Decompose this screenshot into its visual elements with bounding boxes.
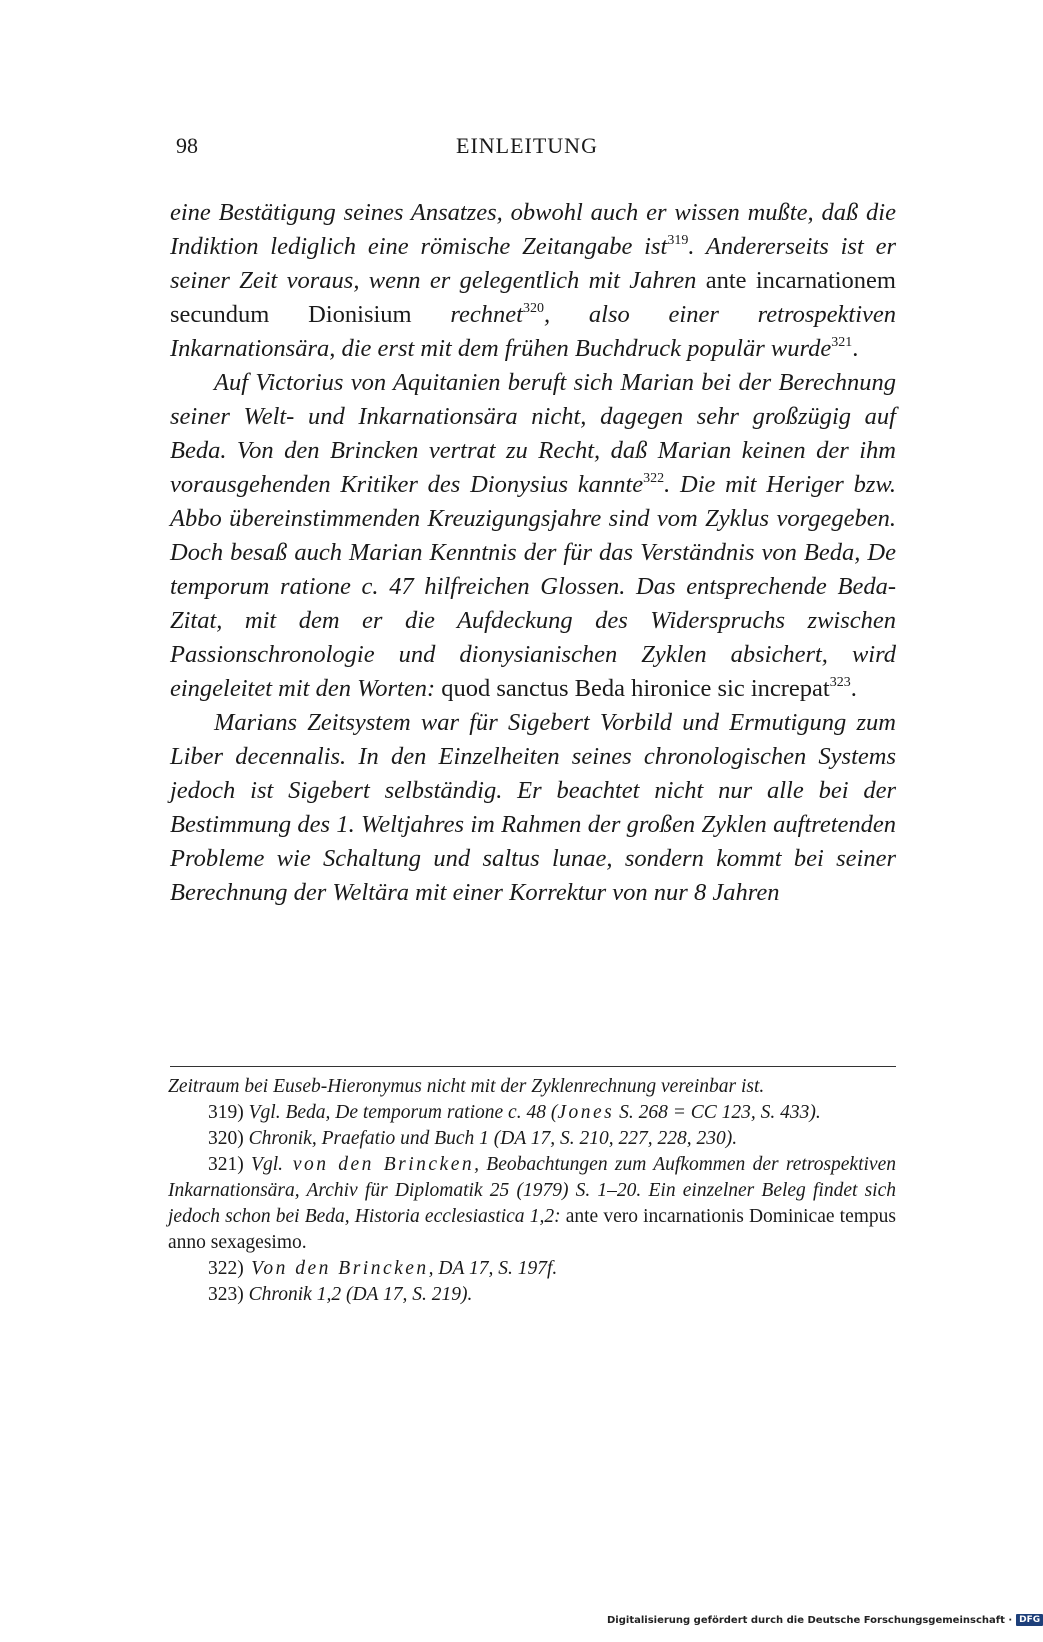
footnote-number: 319) bbox=[208, 1102, 244, 1123]
text-span: , also einer retrospektiven Inkarnationsära, die erst mit dem frühen Buchdruck populär wurde bbox=[170, 301, 897, 362]
footnote-ref-319: 319 bbox=[667, 233, 689, 248]
latin-quote: ante incarnationem secundum Dionisium bbox=[170, 267, 896, 328]
footnote-text: Vgl. bbox=[243, 1154, 284, 1175]
text-span: . Andererseits ist er seiner Zeit voraus, wenn er gelegentlich mit Jahren bbox=[170, 233, 896, 294]
text-span: . Die mit Heriger bzw. Abbo übereinstimmenden Kreuzigungsjahre sind vom Zyklus vorgegeben. Doch besaß auch Marian Kenntnis der für das Verständnis von Beda, De temporum ratione c. 47 hilfreichen Glossen. Das entsprechende Beda-Zitat, mit dem er die Aufdeckung des Widerspruchs zwischen Passionschronologie und dionysianischen Zyklen absichert, wird eingeleitet mit den Worten: bbox=[170, 471, 897, 702]
footnote-ref-322: 322 bbox=[643, 471, 665, 486]
footnote-321 bbox=[168, 1152, 896, 1256]
text-span: eine Bestätigung seines Ansatzes, obwohl auch er wissen mußte, daß die Indiktion lediglich eine römische Zeitangabe ist bbox=[170, 199, 896, 260]
footnote-319 bbox=[168, 1100, 896, 1126]
author-name: von den Brincken bbox=[283, 1154, 475, 1175]
footnote-text: Vgl. Beda, De temporum ratione c. 48 ( bbox=[243, 1102, 558, 1123]
footnote-text: Chronik 1,2 (DA 17, S. 219). bbox=[243, 1284, 473, 1305]
author-name: Von den Brincken bbox=[243, 1258, 429, 1279]
latin-quote: ante vero incarnationis Dominicae tempus anno sexagesimo. bbox=[168, 1206, 896, 1253]
page-number: 98 bbox=[176, 133, 198, 158]
page-header bbox=[176, 133, 896, 165]
footnote-320 bbox=[168, 1126, 896, 1152]
footnote-ref-320: 320 bbox=[522, 301, 544, 316]
footnote-text: , Beobachtungen zum Aufkommen der retrospektiven Inkarnationsära, Archiv für Diplomatik 25 (1979) S. 1–20. Ein einzelner Beleg findet sich jedoch schon bei Beda, Historia ecclesiastica 1,2: bbox=[168, 1154, 896, 1227]
paragraph-3: Marians Zeitsystem war für Sigebert Vorbild und Ermutigung zum Liber decennalis. In den Einzelheiten seines chronologischen Systems jedoch ist Sigebert selbständig. Er beachtet nicht nur alle bei der Bestimmung des 1. Weltjahres im Rahmen der großen Zyklen auftretenden Probleme wie Schaltung und saltus lunae, sondern kommt bei seiner Berechnung der Weltära mit einer Korrektur von nur 8 Jahren bbox=[170, 709, 896, 906]
text-span: . bbox=[852, 335, 859, 362]
credit-text: Digitalisierung gefördert durch die Deutsche Forschungsgemeinschaft · bbox=[607, 1614, 1013, 1626]
footnote-ref-321: 321 bbox=[831, 335, 853, 350]
paragraph-2 bbox=[170, 366, 896, 706]
text-span: Auf Victorius von Aquitanien beruft sich Marian bei der Berechnung seiner Welt- und Inkarnationsära nicht, dagegen sehr großzügig auf Beda. Von den Brincken vertrat zu Recht, daß Marian keinen der ihm vorausgehenden Kritiker des Dionysius kannte bbox=[170, 369, 896, 498]
footnote-323 bbox=[168, 1282, 896, 1308]
footnote-text: S. 268 = CC 123, S. 433). bbox=[614, 1102, 821, 1123]
footnote-ref-323: 323 bbox=[829, 675, 851, 690]
footnotes bbox=[168, 1074, 896, 1308]
footnote-322 bbox=[168, 1256, 896, 1282]
latin-quote: quod sanctus Beda hironice sic increpat bbox=[435, 675, 830, 702]
text-span: rechnet bbox=[450, 301, 523, 328]
author-name: Jones bbox=[557, 1102, 615, 1123]
footnote-continuation: Zeitraum bei Euseb-Hieronymus nicht mit der Zyklenrechnung vereinbar ist. bbox=[168, 1076, 765, 1097]
paragraph-1 bbox=[170, 196, 896, 366]
footnote-number: 322) bbox=[208, 1258, 244, 1279]
running-head: EINLEITUNG bbox=[456, 133, 598, 158]
footnote-number: 321) bbox=[208, 1154, 244, 1175]
footnote-number: 320) bbox=[208, 1128, 244, 1149]
footnote-number: 323) bbox=[208, 1284, 244, 1305]
digitization-credit bbox=[607, 1614, 1043, 1626]
text-span: . bbox=[850, 675, 857, 702]
body-text bbox=[170, 196, 896, 910]
footnote-divider bbox=[170, 1066, 896, 1067]
footnote-text: , DA 17, S. 197f. bbox=[428, 1258, 558, 1279]
footnote-text: Chronik, Praefatio und Buch 1 (DA 17, S. 210, 227, 228, 230). bbox=[243, 1128, 738, 1149]
dfg-logo-icon: DFG bbox=[1016, 1614, 1043, 1626]
